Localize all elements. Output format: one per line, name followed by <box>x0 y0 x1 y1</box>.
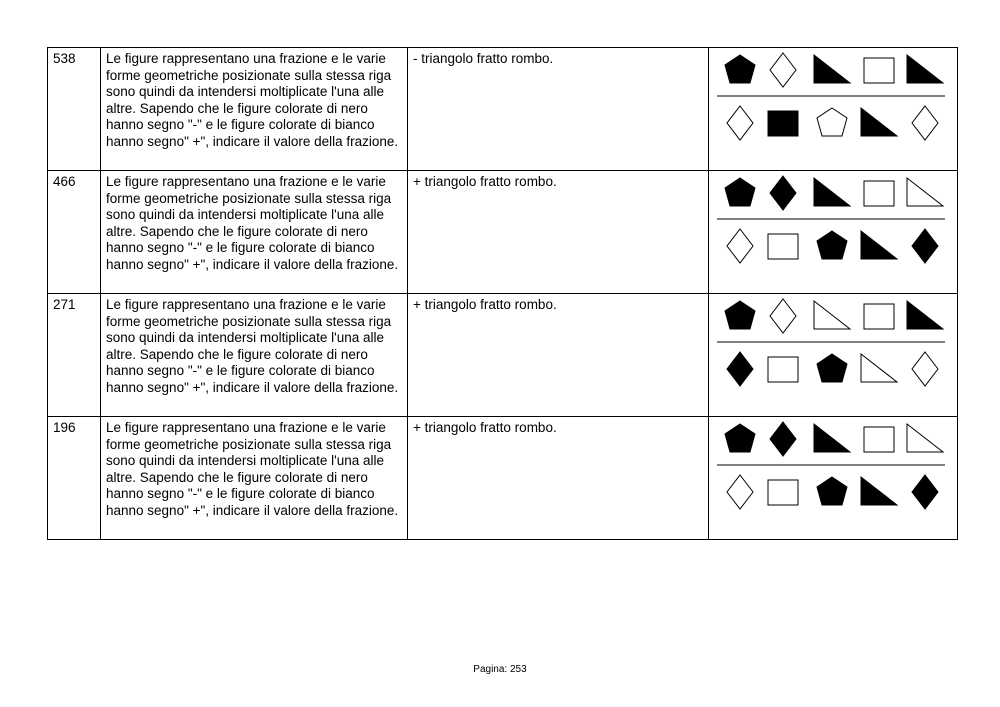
question-text: Le figure rappresentano una frazione e le varie forme geometriche posizionate sulla stessa riga sono quindi da intendersi moltiplicate l'una alle altre. Sapendo che le figure colorate di nero hanno segno "-" e le figure colorate di bianco hanno segno" +", indicare il valore della frazione. <box>101 294 408 417</box>
rhombus-white-icon <box>912 352 938 386</box>
rhombus-black-icon <box>727 352 753 386</box>
figure-cell <box>709 48 958 171</box>
triangle-black-icon <box>861 477 897 505</box>
answer-text: + triangolo fratto rombo. <box>408 294 709 417</box>
triangle-black-icon <box>814 55 850 83</box>
rhombus-white-icon <box>912 106 938 140</box>
triangle-black-icon <box>907 301 943 329</box>
triangle-white-icon <box>814 301 850 329</box>
pentagon-black-icon <box>817 231 847 259</box>
question-text: Le figure rappresentano una frazione e le varie forme geometriche posizionate sulla stessa riga sono quindi da intendersi moltiplicate l'una alle altre. Sapendo che le figure colorate di nero hanno segno "-" e le figure colorate di bianco hanno segno" +", indicare il valore della frazione. <box>101 48 408 171</box>
question-id: 196 <box>48 417 101 540</box>
fraction-figure <box>709 417 956 538</box>
rhombus-black-icon <box>912 475 938 509</box>
question-text: Le figure rappresentano una frazione e le varie forme geometriche posizionate sulla stessa riga sono quindi da intendersi moltiplicate l'una alle altre. Sapendo che le figure colorate di nero hanno segno "-" e le figure colorate di bianco hanno segno" +", indicare il valore della frazione. <box>101 171 408 294</box>
square-white-icon <box>864 427 894 452</box>
question-id: 271 <box>48 294 101 417</box>
triangle-white-icon <box>907 178 943 206</box>
square-white-icon <box>864 181 894 206</box>
pentagon-black-icon <box>725 424 755 452</box>
triangle-white-icon <box>907 424 943 452</box>
rhombus-white-icon <box>727 475 753 509</box>
triangle-black-icon <box>907 55 943 83</box>
triangle-black-icon <box>814 424 850 452</box>
triangle-black-icon <box>861 231 897 259</box>
rhombus-black-icon <box>912 229 938 263</box>
table-row <box>48 294 958 417</box>
fraction-figure <box>709 48 956 169</box>
rhombus-black-icon <box>770 422 796 456</box>
pentagon-black-icon <box>817 354 847 382</box>
fraction-figure <box>709 294 956 415</box>
square-white-icon <box>768 234 798 259</box>
square-white-icon <box>768 357 798 382</box>
rhombus-black-icon <box>770 176 796 210</box>
figure-cell <box>709 294 958 417</box>
pentagon-white-icon <box>817 108 847 136</box>
question-text: Le figure rappresentano una frazione e le varie forme geometriche posizionate sulla stessa riga sono quindi da intendersi moltiplicate l'una alle altre. Sapendo che le figure colorate di nero hanno segno "-" e le figure colorate di bianco hanno segno" +", indicare il valore della frazione. <box>101 417 408 540</box>
table-row <box>48 171 958 294</box>
square-black-icon <box>768 111 798 136</box>
fraction-figure <box>709 171 956 292</box>
pentagon-black-icon <box>817 477 847 505</box>
table-row <box>48 48 958 171</box>
rhombus-white-icon <box>727 229 753 263</box>
question-id: 466 <box>48 171 101 294</box>
pentagon-black-icon <box>725 301 755 329</box>
rhombus-white-icon <box>770 53 796 87</box>
figure-cell <box>709 417 958 540</box>
question-id: 538 <box>48 48 101 171</box>
page-footer: Pagina: 253 <box>473 664 527 675</box>
pentagon-black-icon <box>725 178 755 206</box>
table-row <box>48 417 958 540</box>
rhombus-white-icon <box>727 106 753 140</box>
square-white-icon <box>864 304 894 329</box>
answer-text: + triangolo fratto rombo. <box>408 171 709 294</box>
questions-table <box>47 47 958 540</box>
triangle-white-icon <box>861 354 897 382</box>
figure-cell <box>709 171 958 294</box>
square-white-icon <box>864 58 894 83</box>
square-white-icon <box>768 480 798 505</box>
triangle-black-icon <box>814 178 850 206</box>
answer-text: - triangolo fratto rombo. <box>408 48 709 171</box>
answer-text: + triangolo fratto rombo. <box>408 417 709 540</box>
triangle-black-icon <box>861 108 897 136</box>
rhombus-white-icon <box>770 299 796 333</box>
pentagon-black-icon <box>725 55 755 83</box>
